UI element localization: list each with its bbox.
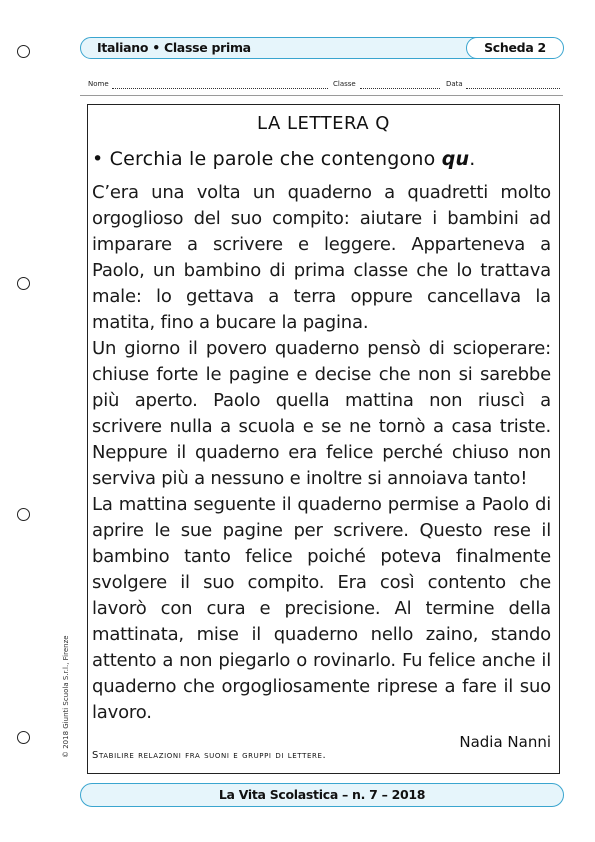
class-label: Classe (333, 80, 356, 88)
student-fields (88, 80, 560, 92)
story-paragraph-2: Un giorno il povero quaderno pensò di scioperare: chiuse forte le pagine e decise che non si sarebbe più aperto. Paolo quella mattina non riuscì a scrivere nulla a scuola e se ne tornò a casa triste. Neppure il quaderno era felice perché chiuso non serviva più a nessuno e inoltre si annoiava tanto! (92, 338, 551, 489)
instruction-text: • Cerchia le parole che contengono (92, 148, 442, 170)
date-label: Data (446, 80, 463, 88)
instruction-end: . (469, 148, 476, 170)
worksheet-title: LA LETTERA Q (257, 113, 390, 134)
binder-hole-1 (17, 45, 30, 58)
copyright-notice: © 2018 Giunti Scuola S.r.l., Firenze (62, 635, 70, 758)
instruction (92, 148, 475, 170)
class-field[interactable] (360, 88, 440, 89)
subject-label: Italiano • Classe prima (97, 40, 251, 55)
author-name: Nadia Nanni (459, 733, 551, 751)
instruction-emphasis: qu (441, 148, 470, 170)
date-field[interactable] (466, 88, 560, 89)
binder-hole-3 (17, 508, 30, 521)
binder-hole-4 (17, 731, 30, 744)
story-paragraph-1: C’era una volta un quaderno a quadretti molto orgoglioso del suo compito: aiutare i bambini ad imparare a scrivere e leggere. Apparteneva a Paolo, un bambino di prima classe che lo trattava male: lo gettava a terra oppure cancellava la matita, fino a bucare la pagina. (92, 182, 551, 333)
learning-objective: Stabilire relazioni fra suoni e gruppi di lettere. (92, 750, 327, 761)
binder-hole-2 (17, 277, 30, 290)
story-text (92, 180, 551, 726)
name-label: Nome (88, 80, 109, 88)
header-divider (80, 95, 563, 96)
name-field[interactable] (112, 88, 328, 89)
sheet-number: Scheda 2 (466, 37, 564, 59)
footer-publication: La Vita Scolastica – n. 7 – 2018 (80, 783, 564, 807)
story-paragraph-3: La mattina seguente il quaderno permise a Paolo di aprire le sue pagine per scrivere. Questo rese il bambino tanto felice poiché poteva finalmente svolgere il suo compito. Era così contento che lavorò con cura e precisione. Al termine della mattinata, mise il quaderno nello zaino, stando attento a non piegarlo o rovinarlo. Fu felice anche il quaderno che orgogliosamente riprese a fare il suo lavoro. (92, 494, 551, 723)
